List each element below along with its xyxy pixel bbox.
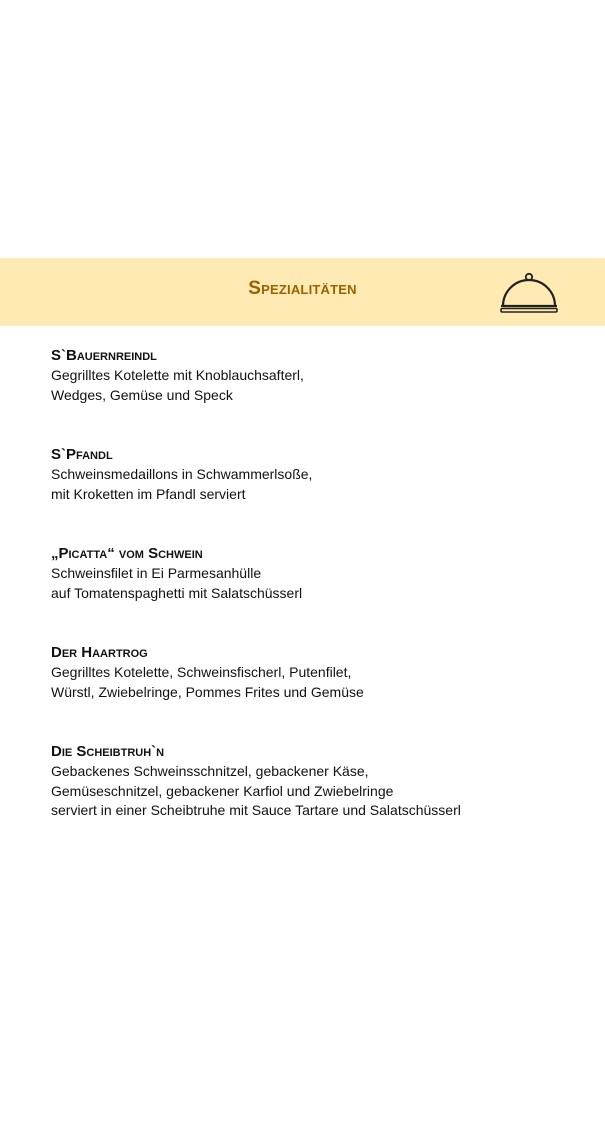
cloche-icon [498,271,560,315]
dish-description-line: Gebackenes Schweinsschnitzel, gebackener Käse, [51,763,369,779]
dish-description-line: Würstl, Zwiebelringe, Pommes Frites und Gemüse [51,683,364,700]
dish-description-line: Wedges, Gemüse und Speck [51,386,233,403]
dish-name: „Picatta“ vom Schwein [51,545,203,562]
dish-list [51,346,571,841]
dish-name: Die Scheibtruh`n [51,743,165,760]
dish-item [51,643,571,742]
dish-item [51,445,571,544]
dish-name: S`Bauernreindl [51,347,157,364]
dish-description-line: serviert in einer Scheibtruhe mit Sauce Tartare und Salatschüsserl [51,802,461,818]
dish-description-line: Gegrilltes Kotelette mit Knoblauchsafterl, [51,367,304,383]
dish-description-line: Gemüseschnitzel, gebackener Karfiol und Zwiebelringe [51,782,394,799]
dish-description-line: auf Tomatenspaghetti mit Salatschüsserl [51,584,303,601]
dish-description-line: Schweinsmedaillons in Schwammerlsoße, [51,466,313,482]
dish-item [51,544,571,643]
dish-description-line: Gegrilltes Kotelette, Schweinsfischerl, Putenfilet, [51,664,352,680]
dish-description-line: mit Kroketten im Pfandl serviert [51,485,246,502]
dish-description-line: Schweinsfilet in Ei Parmesanhülle [51,565,262,581]
dish-item [51,742,571,841]
dish-name: S`Pfandl [51,446,113,463]
dish-name: Der Haartrog [51,644,148,661]
dish-item [51,346,571,445]
section-title: Spezialitäten [248,278,357,299]
